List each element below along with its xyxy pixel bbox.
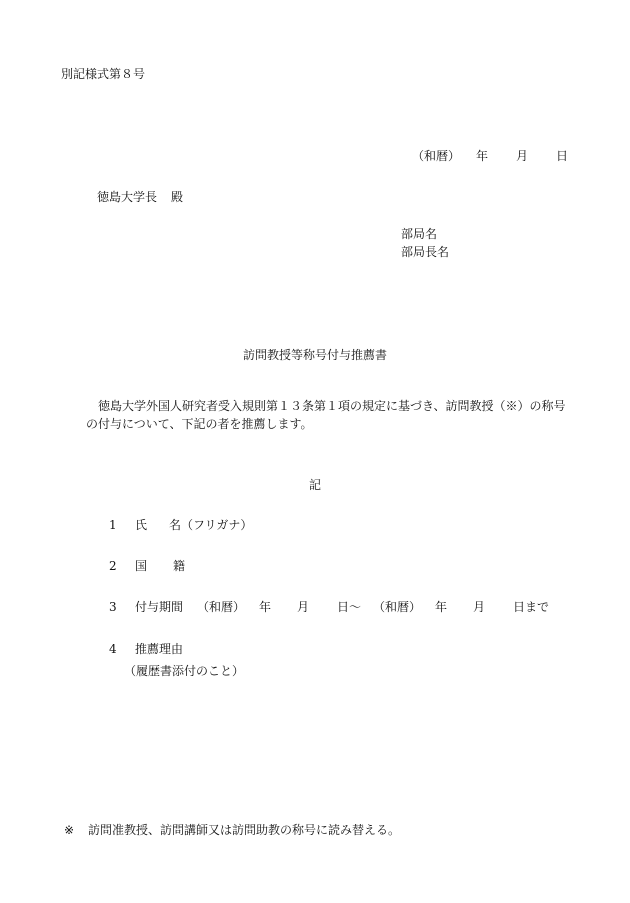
date-month: 月 [516, 149, 529, 163]
sender-department: 部局名 [401, 227, 438, 241]
item-reason [109, 641, 183, 657]
body-text: 徳島大学外国人研究者受入規則第１３条第１項の規定に基づき、訪問教授（※）の称号の付与について、下記の者を推薦します。 [86, 399, 566, 431]
sender-department-head: 部局長名 [401, 245, 450, 259]
item-number: 1 [109, 518, 117, 532]
period-end-year: 年 [435, 600, 448, 614]
footnote-mark: ※ [64, 823, 75, 837]
addressee-name: 徳島大学長 [97, 190, 158, 204]
date-day: 日 [556, 149, 569, 163]
item-number: 3 [109, 600, 117, 614]
date-era: （和暦） [412, 149, 461, 163]
addressee [97, 189, 183, 205]
period-start-day: 日～ [337, 600, 362, 614]
item-label: 付与期間 [135, 600, 184, 614]
addressee-honorific: 殿 [171, 190, 184, 204]
date-line [412, 148, 568, 164]
item-label-b: 籍 [173, 559, 186, 573]
item-nationality [109, 558, 185, 574]
period-start-era: （和暦） [197, 600, 246, 614]
footnote [64, 822, 400, 838]
item-label-b: 名（フリガナ） [169, 518, 253, 532]
item-number: 4 [109, 642, 117, 656]
date-year: 年 [476, 149, 489, 163]
document-title: 訪問教授等称号付与推薦書 [242, 348, 387, 362]
item-label: 推薦理由 [135, 642, 184, 656]
item-label-a: 氏 [135, 518, 148, 532]
period-end-day: 日まで [513, 600, 550, 614]
period-end-era: （和暦） [373, 600, 422, 614]
item-reason-note: （履歴書添付のこと） [124, 664, 245, 678]
form-number: 別記様式第８号 [61, 67, 146, 81]
item-name [109, 517, 252, 533]
ki-heading: 記 [308, 478, 321, 492]
item-number: 2 [109, 559, 117, 573]
item-label-a: 国 [135, 559, 148, 573]
footnote-text: 訪問准教授、訪問講師又は訪問助教の称号に読み替える。 [88, 823, 401, 837]
item-grant-period [109, 599, 549, 615]
period-end-month: 月 [473, 600, 486, 614]
period-start-year: 年 [259, 600, 272, 614]
period-start-month: 月 [297, 600, 310, 614]
